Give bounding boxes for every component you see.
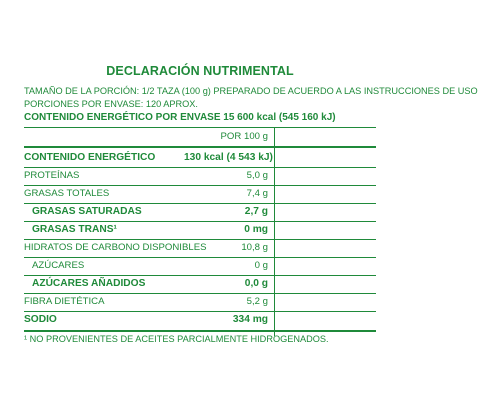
row-fibra-dietetica <box>24 294 376 311</box>
row-azucares <box>24 258 376 275</box>
servings-per-package-line: PORCIONES POR ENVASE: 120 APROX. <box>24 99 198 109</box>
row-value: 334 mg <box>232 314 268 325</box>
row-proteinas <box>24 168 376 185</box>
row-label: SODIO <box>24 314 57 325</box>
row-sodio <box>24 312 376 329</box>
row-label: FIBRA DIETÉTICA <box>24 296 105 307</box>
row-value: 130 kcal (4 543 kJ) <box>184 152 273 163</box>
rule-under-header <box>24 127 376 128</box>
row-label: GRASAS TOTALES <box>24 188 110 199</box>
rule-thick-bottom <box>24 330 376 332</box>
row-value: 0 mg <box>244 224 268 235</box>
row-value: 0 g <box>254 260 268 271</box>
row-value: 5,0 g <box>246 170 268 181</box>
panel-title: DECLARACIÓN NUTRIMENTAL <box>106 64 294 78</box>
row-value: 10,8 g <box>241 242 268 253</box>
row-value: 7,4 g <box>246 188 268 199</box>
per-100g-header: POR 100 g <box>220 131 268 142</box>
row-label: PROTEÍNAS <box>24 170 80 181</box>
row-contenido-energetico <box>24 150 376 167</box>
row-value: 0,0 g <box>244 278 268 289</box>
row-label: AZÚCARES <box>32 260 85 271</box>
rule-thick-top <box>24 146 376 148</box>
row-label: GRASAS TRANS¹ <box>32 224 117 235</box>
row-hidratos-de-carbono <box>24 240 376 257</box>
row-value: 5,2 g <box>246 296 268 307</box>
serving-size-line: TAMAÑO DE LA PORCIÓN: 1/2 TAZA (100 g) PREPARADO DE ACUERDO A LAS INSTRUCCIONES DE USO <box>24 86 478 96</box>
row-azucares-anadidos <box>24 276 376 293</box>
row-grasas-saturadas <box>24 204 376 221</box>
energy-per-package-line: CONTENIDO ENERGÉTICO POR ENVASE 15 600 kcal (545 160 kJ) <box>24 112 336 123</box>
row-label: AZÚCARES AÑADIDOS <box>32 278 146 289</box>
footnote: ¹ NO PROVENIENTES DE ACEITES PARCIALMENTE HIDROGENADOS. <box>24 334 329 344</box>
row-value: 2,7 g <box>244 206 268 217</box>
row-label: CONTENIDO ENERGÉTICO <box>24 152 156 163</box>
row-label: HIDRATOS DE CARBONO DISPONIBLES <box>24 242 207 253</box>
row-grasas-totales <box>24 186 376 203</box>
row-label: GRASAS SATURADAS <box>32 206 142 217</box>
row-grasas-trans <box>24 222 376 239</box>
